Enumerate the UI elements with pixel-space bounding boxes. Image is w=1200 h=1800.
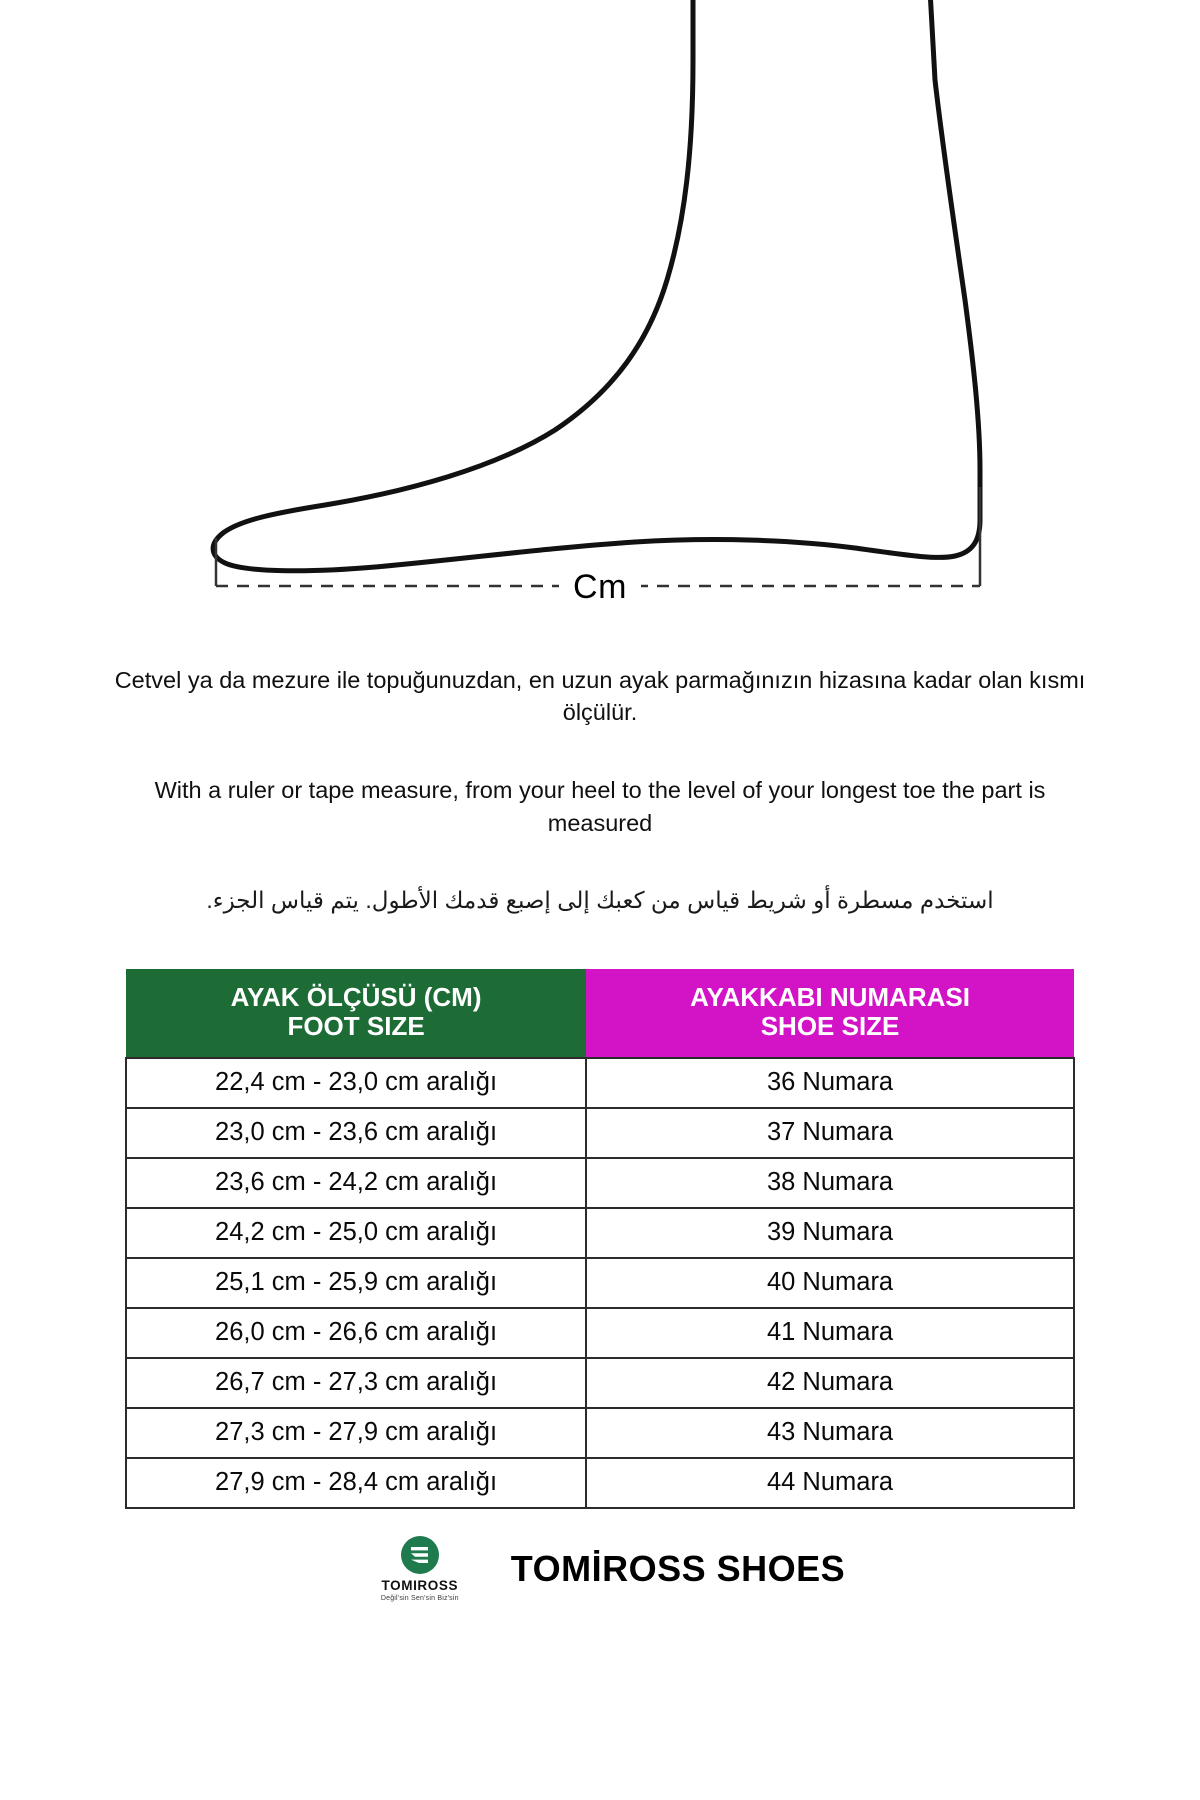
foot-size-cell: 27,3 cm - 27,9 cm aralığı [126, 1408, 586, 1458]
foot-size-cell: 22,4 cm - 23,0 cm aralığı [126, 1058, 586, 1108]
shoe-size-cell: 40 Numara [586, 1258, 1074, 1308]
size-table-head [126, 969, 1074, 1058]
tomiross-logo-icon [400, 1535, 440, 1575]
foot-outline-icon [75, 0, 1125, 640]
table-row [126, 1058, 1074, 1108]
shoe-size-header [586, 969, 1074, 1058]
table-row [126, 1458, 1074, 1508]
instruction-english: With a ruler or tape measure, from your heel to the level of your longest toe the part is measured [154, 777, 1046, 836]
table-row [126, 1358, 1074, 1408]
size-guide-page [75, 0, 1125, 1602]
shoe-size-cell: 41 Numara [586, 1308, 1074, 1358]
foot-size-cell: 27,9 cm - 28,4 cm aralığı [126, 1458, 586, 1508]
foot-size-header-tr: AYAK ÖLÇÜSÜ (CM) [230, 981, 482, 1012]
brand-title: TOMİROSS SHOES [510, 1547, 846, 1589]
logo-tagline: Değil'sin Sen'sin Biz'sin [380, 1595, 459, 1603]
instruction-arabic: استخدم مسطرة أو شريط قياس من كعبك إلى إصبع قدمك الأطول. يتم قياس الجزء. [206, 887, 994, 914]
shoe-size-cell: 39 Numara [586, 1208, 1074, 1258]
table-row [126, 1158, 1074, 1208]
table-row [126, 1208, 1074, 1258]
logo-name: TOMIROSS [381, 1578, 459, 1594]
foot-size-cell: 26,7 cm - 27,3 cm aralığı [126, 1358, 586, 1408]
table-row [126, 1408, 1074, 1458]
cm-label [75, 568, 1125, 607]
foot-size-cell: 26,0 cm - 26,6 cm aralığı [126, 1308, 586, 1358]
foot-size-cell: 25,1 cm - 25,9 cm aralığı [126, 1258, 586, 1308]
shoe-size-cell: 38 Numara [586, 1158, 1074, 1208]
table-row [126, 1108, 1074, 1158]
table-row [126, 1258, 1074, 1308]
tomiross-logo [355, 1535, 485, 1602]
size-table-wrapper [75, 969, 1125, 1509]
foot-measurement-diagram [75, 0, 1125, 640]
table-row [126, 1308, 1074, 1358]
foot-size-header-en: FOOT SIZE [287, 1011, 425, 1042]
foot-size-header [126, 969, 586, 1058]
shoe-size-cell: 42 Numara [586, 1358, 1074, 1408]
shoe-size-cell: 44 Numara [586, 1458, 1074, 1508]
shoe-size-cell: 37 Numara [586, 1108, 1074, 1158]
shoe-size-cell: 36 Numara [586, 1058, 1074, 1108]
foot-size-cell: 23,0 cm - 23,6 cm aralığı [126, 1108, 586, 1158]
size-table [125, 969, 1075, 1509]
instruction-turkish: Cetvel ya da mezure ile topuğunuzdan, en uzun ayak parmağınızın hizasına kadar olan kısmı ölçülür. [114, 666, 1086, 725]
cm-label-text: Cm [559, 568, 641, 606]
size-table-body [126, 1058, 1074, 1508]
instructions-block [75, 664, 1125, 917]
foot-size-cell: 23,6 cm - 24,2 cm aralığı [126, 1158, 586, 1208]
shoe-size-header-en: SHOE SIZE [760, 1011, 900, 1042]
shoe-size-header-tr: AYAKKABI NUMARASI [690, 981, 970, 1012]
brand-footer [75, 1535, 1125, 1602]
shoe-size-cell: 43 Numara [586, 1408, 1074, 1458]
size-table-header-row [126, 969, 1074, 1058]
foot-size-cell: 24,2 cm - 25,0 cm aralığı [126, 1208, 586, 1258]
